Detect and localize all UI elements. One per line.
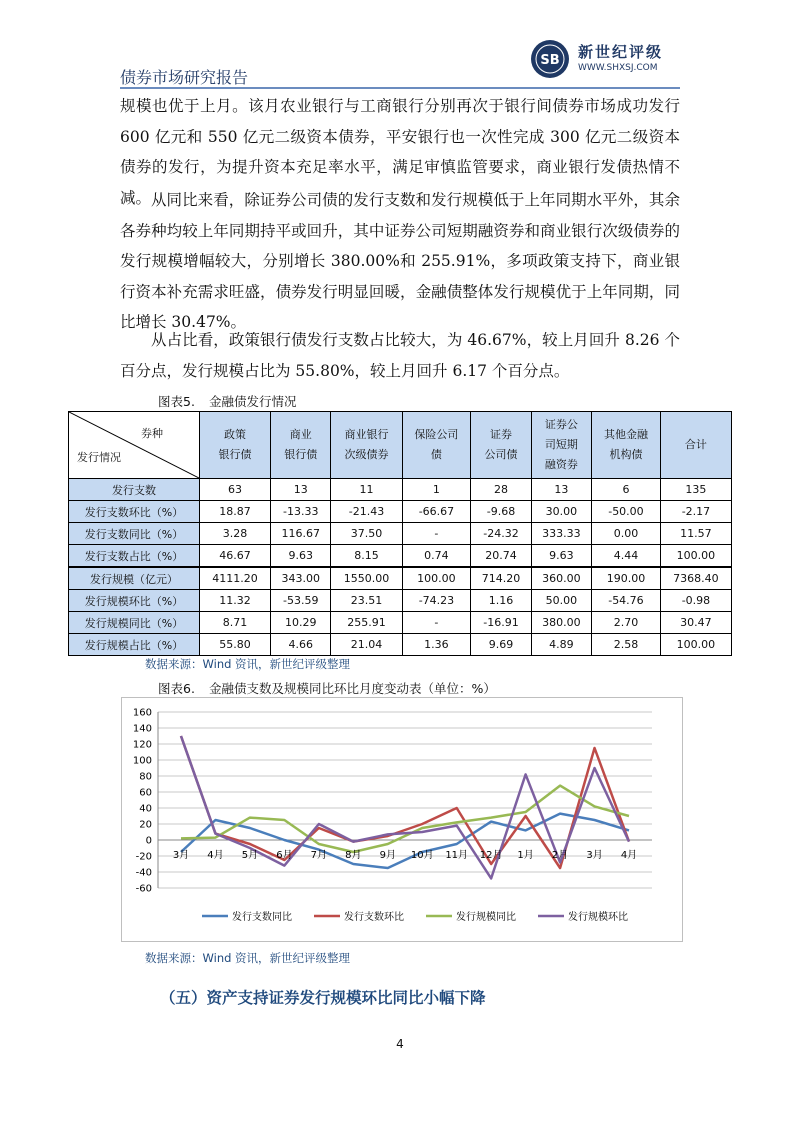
table-cell: 3.28 [200, 523, 271, 545]
table-cell: -53.59 [271, 590, 331, 612]
table-corner-cell [69, 412, 200, 479]
table-cell: -0.98 [660, 590, 731, 612]
table-cell: 63 [200, 479, 271, 501]
page-header [120, 35, 680, 91]
table-cell: 2.58 [592, 634, 661, 656]
table-cell: -13.33 [271, 501, 331, 523]
table-cell: 1.36 [402, 634, 471, 656]
table-cell: 1.16 [471, 590, 531, 612]
row-label: 发行规模环比（%） [69, 590, 200, 612]
row-label: 发行支数环比（%） [69, 501, 200, 523]
table-cell: 100.00 [660, 634, 731, 656]
table-cell: 21.04 [331, 634, 402, 656]
table-row [69, 634, 732, 656]
corner-label-type: 券种 [141, 427, 163, 440]
table-cell: 9.63 [271, 545, 331, 568]
corner-diagonal [69, 412, 199, 478]
table-cell: 190.00 [592, 567, 661, 590]
table-caption [158, 392, 296, 410]
table-cell: 0.00 [592, 523, 661, 545]
table-caption-number: 图表5. [158, 394, 195, 409]
table-row [69, 501, 732, 523]
row-label: 发行支数 [69, 479, 200, 501]
legend-label: 发行规模同比 [456, 912, 516, 923]
table-cell: 30.47 [660, 612, 731, 634]
y-tick-label: 100 [132, 755, 152, 767]
table-cell: 10.29 [271, 612, 331, 634]
table-cell: 46.67 [200, 545, 271, 568]
x-tick-label: 3月 [172, 850, 190, 861]
table-header-row [69, 412, 732, 479]
table-cell: -50.00 [592, 501, 661, 523]
x-tick-label: 6月 [276, 850, 293, 861]
table-body [69, 479, 732, 656]
table-cell: 360.00 [531, 567, 591, 590]
table-cell: 18.87 [200, 501, 271, 523]
table-cell: 23.51 [331, 590, 402, 612]
y-tick-label: -40 [135, 867, 152, 879]
series-line [181, 786, 629, 852]
x-tick-label: 5月 [241, 850, 259, 861]
table-cell: -16.91 [471, 612, 531, 634]
column-header: 保险公司 债 [402, 412, 471, 479]
table-row [69, 612, 732, 634]
table-cell: 7368.40 [660, 567, 731, 590]
header-rule [120, 87, 680, 89]
line-chart-frame [121, 697, 683, 942]
table-cell: -24.32 [471, 523, 531, 545]
x-tick-label: 4月 [620, 850, 638, 861]
table-cell: 9.63 [531, 545, 591, 568]
row-label: 发行规模占比（%） [69, 634, 200, 656]
table-cell: 4.44 [592, 545, 661, 568]
table-cell: 20.74 [471, 545, 531, 568]
table-cell: 11.32 [200, 590, 271, 612]
x-tick-label: 9月 [379, 850, 396, 861]
x-tick-label: 4月 [207, 850, 224, 861]
column-header: 商业银行 次级债券 [331, 412, 402, 479]
legend-label: 发行支数环比 [344, 912, 404, 923]
table-row [69, 479, 732, 501]
y-tick-label: 80 [139, 771, 152, 783]
x-tick-label: 8月 [345, 850, 362, 861]
y-tick-label: 120 [132, 739, 152, 751]
x-tick-label: 1月 [517, 850, 534, 861]
company-logo [530, 35, 680, 85]
table-cell: -2.17 [660, 501, 731, 523]
row-label: 发行支数同比（%） [69, 523, 200, 545]
row-label: 发行支数占比（%） [69, 545, 200, 568]
paragraph-3: 从占比看，政策银行债发行支数占比较大，为 46.67%，较上月回升 8.26 个百分点，发行规模占比为 55.80%，较上月回升 6.17 个百分点。 [120, 331, 680, 380]
column-header: 合计 [660, 412, 731, 479]
line-chart [122, 698, 682, 941]
table-cell: - [402, 612, 471, 634]
x-tick-label: 3月 [586, 850, 603, 861]
page-number: 4 [396, 1037, 404, 1051]
column-header: 证券 公司债 [471, 412, 531, 479]
table-cell: 116.67 [271, 523, 331, 545]
paragraph-2: 从同比来看，除证券公司债的发行支数和发行规模低于上年同期水平外，其余各券种均较上年同期持平或回升，其中证券公司短期融资券和商业银行次级债券的发行规模增幅较大，分别增长 380.00%和 255.91%，多项政策支持下，商业银行资本补充需求旺盛，债券发行明显回暖，金融债整体发行规模优于上年同期，同比增长 30.47%。 [120, 191, 680, 331]
financial-bond-table [68, 411, 732, 656]
table-cell: 4.89 [531, 634, 591, 656]
table-cell: 135 [660, 479, 731, 501]
logo-mark-icon [530, 39, 570, 79]
y-tick-label: 160 [132, 707, 152, 719]
table-cell: 1550.00 [331, 567, 402, 590]
y-tick-label: 20 [139, 819, 152, 831]
table-cell: 37.50 [331, 523, 402, 545]
column-header: 其他金融 机构债 [592, 412, 661, 479]
y-tick-label: 0 [145, 835, 152, 847]
column-header: 政策 银行债 [200, 412, 271, 479]
table-cell: 100.00 [402, 567, 471, 590]
table-cell: 2.70 [592, 612, 661, 634]
table-cell: 6 [592, 479, 661, 501]
table-row [69, 590, 732, 612]
table-row [69, 545, 732, 568]
table-cell: -66.67 [402, 501, 471, 523]
chart-caption [158, 679, 496, 697]
chart-caption-number: 图表6. [158, 681, 195, 696]
corner-label-status: 发行情况 [77, 451, 121, 464]
section-heading: （五）资产支持证券发行规模环比同比小幅下降 [160, 989, 486, 1007]
chart-caption-title: 金融债支数及规模同比环比月度变动表（单位：%） [208, 681, 496, 696]
logo-url: WWW.SHXSJ.COM [578, 63, 658, 73]
table-cell: 9.69 [471, 634, 531, 656]
y-tick-label: -20 [135, 851, 152, 863]
table-cell: -21.43 [331, 501, 402, 523]
legend-label: 发行规模环比 [568, 912, 628, 923]
row-label: 发行规模同比（%） [69, 612, 200, 634]
table-cell: 11 [331, 479, 402, 501]
table-cell: 380.00 [531, 612, 591, 634]
table-cell: 13 [271, 479, 331, 501]
table-cell: 30.00 [531, 501, 591, 523]
table-cell: 255.91 [331, 612, 402, 634]
table-cell: - [402, 523, 471, 545]
table-cell: 0.74 [402, 545, 471, 568]
table-cell: 4111.20 [200, 567, 271, 590]
chart-source: 数据来源：Wind 资讯，新世纪评级整理 [145, 951, 351, 965]
table-cell: 28 [471, 479, 531, 501]
doc-title: 债券市场研究报告 [120, 68, 249, 87]
row-label: 发行规模（亿元） [69, 567, 200, 590]
logo-name: 新世纪评级 [578, 43, 664, 61]
table-cell: 55.80 [200, 634, 271, 656]
x-tick-label: 10月 [410, 850, 434, 861]
x-tick-label: 7月 [310, 850, 328, 861]
table-cell: -54.76 [592, 590, 661, 612]
table-cell: 714.20 [471, 567, 531, 590]
table-cell: 8.15 [331, 545, 402, 568]
table-cell: 100.00 [660, 545, 731, 568]
table-caption-title: 金融债发行情况 [208, 394, 297, 409]
y-tick-label: -60 [135, 883, 152, 895]
table-cell: -74.23 [402, 590, 471, 612]
x-tick-label: 2月 [551, 850, 569, 861]
table-row [69, 523, 732, 545]
legend-label: 发行支数同比 [232, 912, 292, 923]
table-cell: 333.33 [531, 523, 591, 545]
table-cell: 4.66 [271, 634, 331, 656]
table-source: 数据来源：Wind 资讯，新世纪评级整理 [145, 657, 351, 671]
x-tick-label: 11月 [445, 850, 469, 861]
y-tick-label: 40 [139, 803, 152, 815]
column-header: 证券公 司短期 融资券 [531, 412, 591, 479]
table-cell: 50.00 [531, 590, 591, 612]
table-cell: 343.00 [271, 567, 331, 590]
table-row [69, 567, 732, 590]
y-tick-label: 140 [132, 723, 152, 735]
table-cell: 8.71 [200, 612, 271, 634]
logo-mark-text: SB [540, 53, 560, 68]
table-cell: 1 [402, 479, 471, 501]
column-header: 商业 银行债 [271, 412, 331, 479]
table-cell: 11.57 [660, 523, 731, 545]
y-tick-label: 60 [139, 787, 152, 799]
paragraph-1: 规模也优于上月。该月农业银行与工商银行分别再次于银行间债券市场成功发行600 亿元和 550 亿元二级资本债券，平安银行也一次性完成 300 亿元二级资本债券的发行，为提升资本充足率水平，满足审慎监管要求，商业银行发债热情不减。 [120, 97, 680, 207]
x-tick-label: 12月 [479, 850, 503, 861]
table-cell: -9.68 [471, 501, 531, 523]
table-cell: 13 [531, 479, 591, 501]
